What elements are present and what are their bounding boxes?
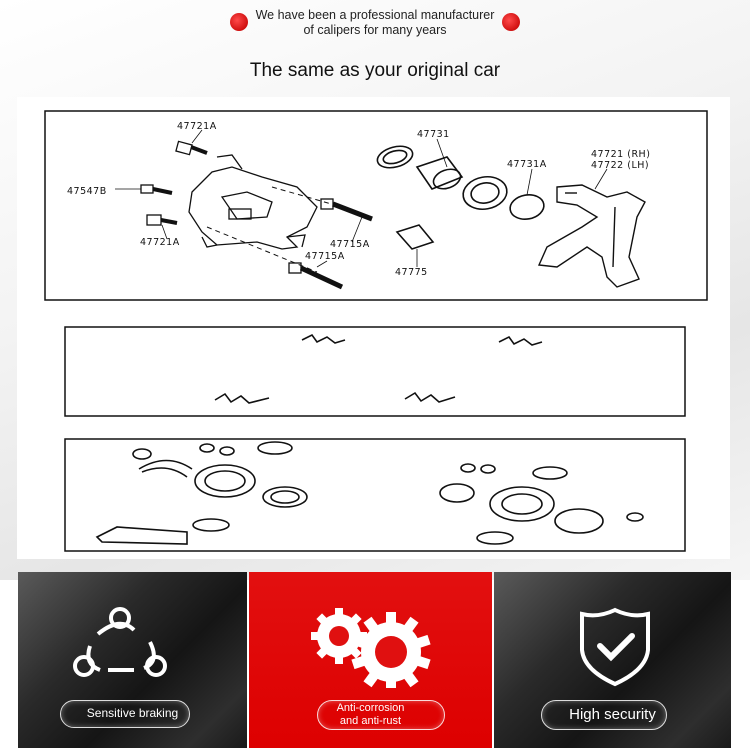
feature-label [249,702,492,728]
callout-guide-pin-lower: 47715A [305,251,345,262]
feature-label-line-2: and anti-rust [339,715,402,727]
feature-label: High security [569,706,656,723]
callout-bolt-top: 47721A [177,121,217,132]
tagline-line-2: of calipers for many years [303,23,447,37]
parts-diagram-drawing [17,97,730,559]
callout-ring: 47731A [507,159,547,170]
feature-anti-corrosion [249,572,492,748]
header [0,0,750,100]
exploded-view-frame [45,111,707,300]
callout-piston: 47731 [417,129,450,140]
parts-diagram [17,97,730,559]
headline: The same as your original car [249,60,501,81]
callout-bolt-bottom: 47721A [140,237,180,248]
callout-boot: 47775 [395,267,428,278]
feature-high-security [494,572,731,748]
feature-sensitive-braking [18,572,247,748]
tagline-line-1: We have been a professional manufacturer [255,8,495,22]
callout-bleeder: 47547B [67,186,107,197]
tagline [240,8,510,38]
shield-check-icon [574,606,656,688]
callout-bracket-lh: 47722 (LH) [591,160,650,171]
gears-icon [307,608,437,688]
network-icon [70,606,170,678]
red-dot-icon [502,13,520,31]
clips-frame [65,327,685,416]
callout-guide-pin-upper: 47715A [330,239,370,250]
callout-bracket-rh: 47721 (RH) [591,149,651,160]
feature-strip [18,572,731,748]
feature-label-line-1: Anti-corrosion [336,702,405,714]
feature-label: Sensitive braking [86,706,179,720]
seal-kit-frame [65,439,685,551]
